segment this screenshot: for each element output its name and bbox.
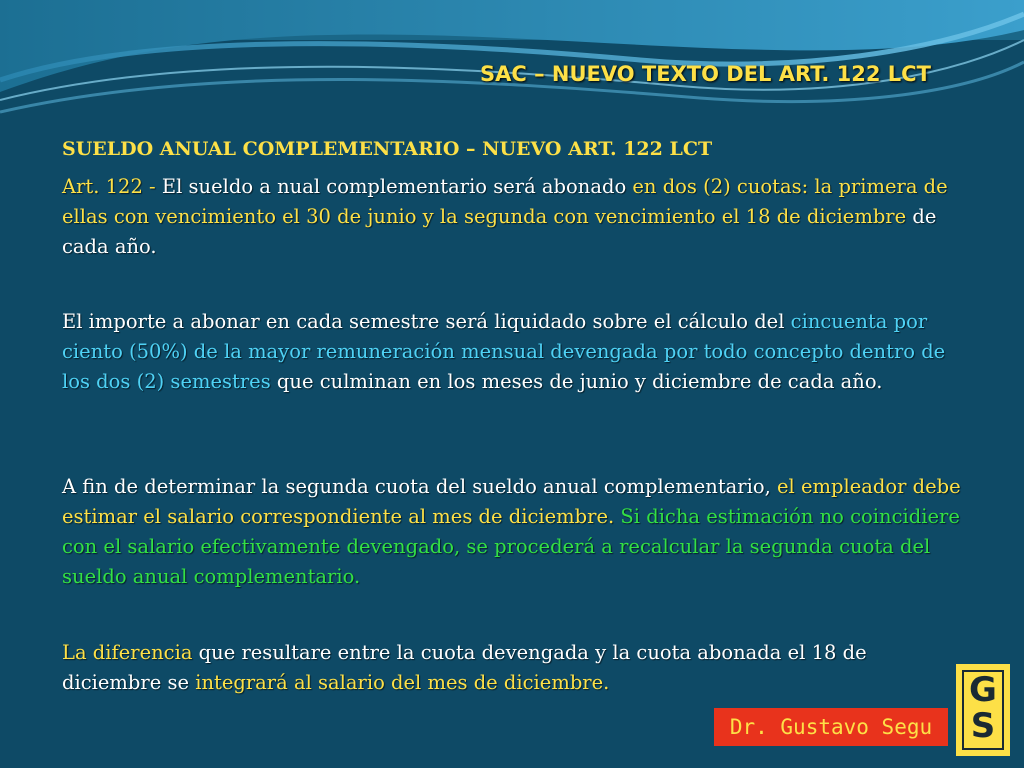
paragraph-text: que culminan en los meses de junio y diciembre de cada año. xyxy=(270,370,883,393)
paragraph-diferencia xyxy=(62,638,962,698)
highlight-text: el empleador debe estimar el salario correspondiente al mes de diciembre. xyxy=(62,475,961,528)
paragraph-text: que resultare entre la cuota devengada y la cuota abonada el 18 de diciembre se xyxy=(62,641,867,694)
highlight-text-green: Si dicha estimación no coincidiere con el salario efectivamente devengado, se procederá a recalcular la segunda cuota del sueldo anual complementario. xyxy=(62,505,960,588)
paragraph-art-122 xyxy=(62,172,962,262)
author-signature: Dr. Gustavo Segu xyxy=(714,708,948,746)
highlight-text: integrará al salario del mes de diciembre. xyxy=(195,671,610,694)
paragraph-text: El sueldo a nual complementario será abonado xyxy=(161,175,633,198)
paragraph-text: El importe a abonar en cada semestre será liquidado sobre el cálculo del xyxy=(62,310,791,333)
logo-letter-s: S xyxy=(970,706,996,746)
paragraph-text: de cada año. xyxy=(62,205,937,258)
gs-logo xyxy=(956,664,1010,756)
highlight-text: La diferencia xyxy=(62,641,193,664)
highlight-text: en dos (2) cuotas: la primera de ellas con vencimiento el 30 de junio y la segunda con vencimiento el 18 de diciembre xyxy=(62,175,948,228)
slide-title: SAC – NUEVO TEXTO DEL ART. 122 LCT xyxy=(480,62,931,86)
paragraph-text: A fin de determinar la segunda cuota del sueldo anual complementario, xyxy=(62,475,777,498)
logo-letter-g: G xyxy=(969,670,997,710)
highlight-text: cincuenta por ciento (50%) de la mayor remuneración mensual devengada por todo concepto dentro de los dos (2) semestres xyxy=(62,310,946,393)
article-label: Art. 122 - xyxy=(62,175,162,198)
paragraph-importe xyxy=(62,307,962,397)
section-heading: SUELDO ANUAL COMPLEMENTARIO – NUEVO ART. 122 LCT xyxy=(62,138,713,160)
paragraph-segunda-cuota xyxy=(62,472,962,592)
